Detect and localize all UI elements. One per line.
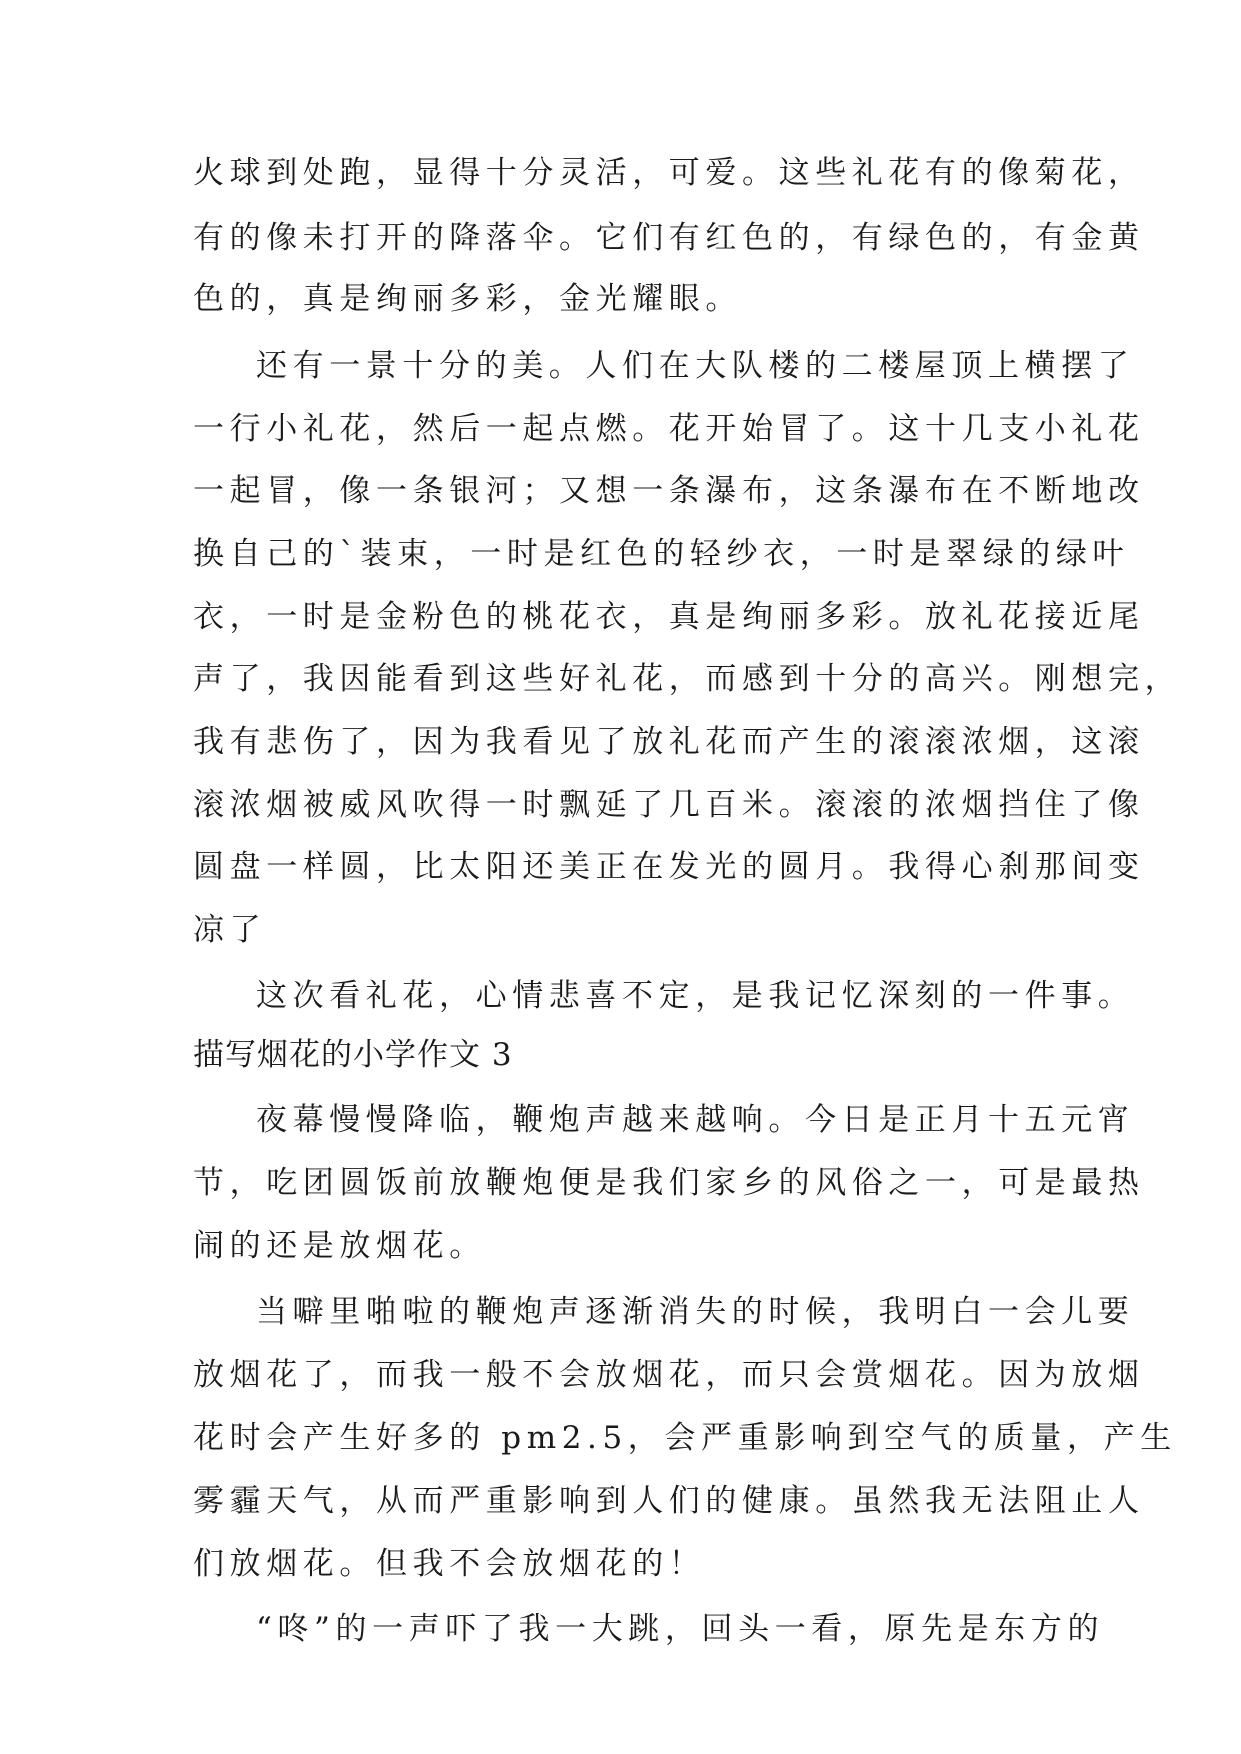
text-line: 有的像未打开的降落伞。它们有红色的，有绿色的，有金黄: [193, 220, 1145, 256]
text-line: 一行小礼花，然后一起点燃。花开始冒了。这十几支小礼花: [193, 411, 1145, 447]
text-line: 凉了: [193, 912, 267, 948]
text-line: 夜幕慢慢降临，鞭炮声越来越响。今日是正月十五元宵: [256, 1102, 1135, 1138]
text-line: 花时会产生好多的 pm2.5，会严重影响到空气的质量，产生: [193, 1420, 1177, 1456]
text-line: 们放烟花。但我不会放烟花的！: [193, 1546, 706, 1582]
text-line: 当噼里啪啦的鞭炮声逐渐消失的时候，我明白一会儿要: [256, 1294, 1135, 1330]
section-heading: 描写烟花的小学作文 3: [193, 1037, 513, 1073]
text-line: “咚”的一声吓了我一大跳，回头一看，原先是东方的: [256, 1611, 1105, 1647]
text-line: 雾霾天气，从而严重影响到人们的健康。虽然我无法阻止人: [193, 1483, 1145, 1519]
text-line: 放烟花了，而我一般不会放烟花，而只会赏烟花。因为放烟: [193, 1357, 1145, 1393]
text-line: 衣，一时是金粉色的桃花衣，真是绚丽多彩。放礼花接近尾: [193, 599, 1145, 635]
text-line: 火球到处跑，显得十分灵活，可爱。这些礼花有的像菊花，: [193, 155, 1145, 191]
text-line: 我有悲伤了，因为我看见了放礼花而产生的滚滚浓烟，这滚: [193, 724, 1145, 760]
text-line: 圆盘一样圆，比太阳还美正在发光的圆月。我得心刹那间变: [193, 849, 1145, 885]
text-line: 色的，真是绚丽多彩，金光耀眼。: [193, 281, 742, 317]
text-line: 声了，我因能看到这些好礼花，而感到十分的高兴。刚想完，: [193, 661, 1182, 697]
text-line: 换自己的`装束，一时是红色的轻纱衣，一时是翠绿的绿叶: [193, 536, 1130, 572]
text-line: 闹的还是放烟花。: [193, 1228, 486, 1264]
text-line: 这次看礼花，心情悲喜不定，是我记忆深刻的一件事。: [256, 978, 1135, 1014]
text-line: 滚浓烟被威风吹得一时飘延了几百米。滚滚的浓烟挡住了像: [193, 787, 1145, 823]
text-line: 节，吃团圆饭前放鞭炮便是我们家乡的风俗之一，可是最热: [193, 1165, 1145, 1201]
text-line: 一起冒，像一条银河；又想一条瀑布，这条瀑布在不断地改: [193, 473, 1145, 509]
text-line: 还有一景十分的美。人们在大队楼的二楼屋顶上横摆了: [256, 348, 1135, 384]
